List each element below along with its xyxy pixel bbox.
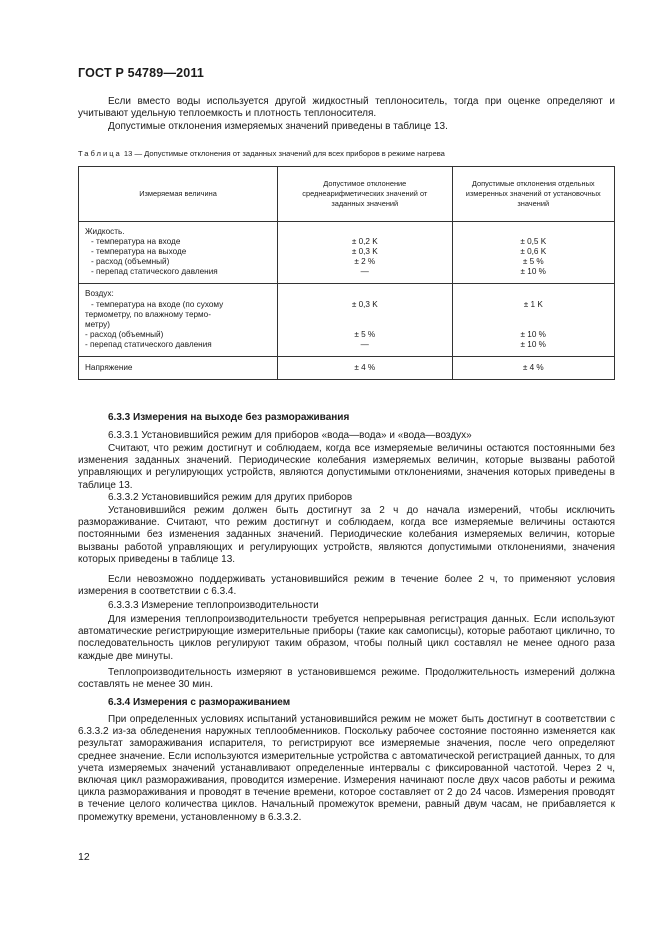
- subsection-6-3-3-2-title: 6.3.3.2 Установившийся режим для других приборов: [108, 492, 353, 503]
- air-title: Воздух:: [85, 289, 114, 299]
- document-id-header: ГОСТ Р 54789—2011: [78, 66, 205, 80]
- air-individual-value: ± 10 %: [520, 329, 546, 339]
- table-row-liquid: [79, 222, 615, 284]
- header-individual-deviation: Допустимые отклонения отдельных измеренных значений от установочных значений: [452, 167, 614, 222]
- table-caption-label: Таблица: [78, 149, 122, 158]
- paragraph-6-3-3-3-duration: Теплопроизводительность измеряют в установившемся режиме. Продолжительность измерений должна составлять не менее 30 мин.: [78, 667, 615, 691]
- intro-paragraph-1: Если вместо воды используется другой жидкостный теплоноситель, тогда при оценке определяют и учитывают удельную теплоемкость и плотность теплоносителя.: [78, 96, 615, 120]
- paragraph-6-3-3-2: Установившийся режим должен быть достигнут за 2 ч до начала измерений, чтобы исключить размораживание. Считают, что режим достигнут и соблюдаем, когда все измеряемые величины остаются постоянными без изменения заданных значений. Периодические колебания измеряемых величин, которые вызваны работой управляющих и регулирующих устройств, являются допустимыми отклонениями, значения которых приведены в таблице 13.: [78, 505, 615, 565]
- air-temp-individual-value: ± 1 K: [523, 299, 543, 309]
- liquid-individual-value: ± 0,5 K: [520, 237, 547, 247]
- page-number: 12: [78, 851, 90, 863]
- liquid-individual-value: ± 5 %: [522, 257, 544, 267]
- air-temp-label-line: - температура на входе (по сухому: [91, 299, 224, 309]
- liquid-mean-value: —: [360, 267, 369, 277]
- liquid-individual-cell: [452, 222, 614, 284]
- subsection-6-3-3-3-title: 6.3.3.3 Измерение теплопроизводительности: [108, 600, 319, 611]
- liquid-label-cell: [79, 222, 278, 284]
- liquid-row-label: - температура на выходе: [91, 247, 187, 257]
- table-caption-text: 13 — Допустимые отклонения от заданных значений для всех приборов в режиме нагрева: [123, 149, 445, 158]
- voltage-individual-value: ± 4 %: [452, 357, 614, 380]
- air-row-label: - перепад статического давления: [85, 339, 212, 349]
- header-measured-quantity: Измеряемая величина: [79, 167, 278, 222]
- subsection-6-3-3-1-title: 6.3.3.1 Установившийся режим для приборов «вода—вода» и «вода—воздух»: [108, 430, 472, 441]
- liquid-title: Жидкость.: [85, 227, 125, 236]
- air-row-label: - расход (объемный): [85, 329, 164, 339]
- section-6-3-3-title: 6.3.3 Измерения на выходе без размораживания: [108, 412, 350, 423]
- intro-paragraph-2: Допустимые отклонения измеряемых значений приведены в таблице 13.: [108, 121, 448, 132]
- paragraph-6-3-4: При определенных условиях испытаний установившийся режим не может быть достигнут в соответствии с 6.3.3.2 из-за обледенения наружных теплообменников. Поскольку рабочее состояние постоянно изменяется как результат замораживания испарителя, то регистрируют все измеряемые значения, после чего определяют среднее значение. Если используются измерительные устройства с автоматической регистрацией данных, то для учета измеряемых значений устанавливают определенные интервалы с фиксированной частотой. Через 2 ч, включая цикл размораживания, проводится измерение. Измерения начинают после двух часов работы и режима цикла размораживания и проводят в течение времени, которое составляет от 2 до 24 часов. Измерения проводят в течение целого количества циклов. Начальный промежуток времени, равный двум часам, не прибавляется к промежутку времени, установленному в 6.3.3.2.: [78, 714, 615, 823]
- table-caption: [78, 149, 618, 159]
- table-row-air: [79, 284, 615, 357]
- section-6-3-4-title: 6.3.4 Измерения с размораживанием: [108, 697, 291, 708]
- air-temp-mean-value: ± 0,3 K: [351, 299, 378, 309]
- voltage-mean-value: ± 4 %: [278, 357, 452, 380]
- table-header-row: [79, 167, 615, 222]
- air-label-cell: [79, 284, 278, 357]
- paragraph-6-3-3-3: Для измерения теплопроизводительности требуется непрерывная регистрация данных. Если используют автоматические регистрирующие измерительные приборы (такие как самописцы), которые работают циклично, то последовательность циклов регулируют таким образом, чтобы полный цикл составлял не менее одного раза каждые две минуты.: [78, 614, 615, 662]
- voltage-label: Напряжение: [79, 357, 278, 380]
- air-individual-cell: [452, 284, 614, 357]
- paragraph-6-3-3-2-continued: Если невозможно поддерживать установившийся режим в течение более 2 ч, то применяют условия измерения в соответствии с 6.3.4.: [78, 574, 615, 598]
- liquid-row-label: - перепад статического давления: [91, 267, 218, 277]
- liquid-row-label: - температура на входе: [91, 237, 181, 247]
- liquid-mean-value: ± 0,2 K: [351, 237, 378, 247]
- air-mean-value: —: [360, 339, 369, 349]
- liquid-individual-value: ± 10 %: [520, 267, 546, 277]
- deviations-table: [78, 166, 615, 380]
- air-individual-value: ± 10 %: [520, 339, 546, 349]
- paragraph-6-3-3-1: Считают, что режим достигнут и соблюдаем, когда все измеряемые величины остаются постоянными без изменения заданных значений. Периодические колебания измеряемых величин, которые вызваны работой управляющих и регулирующих устройств, являются допустимыми отклонениями, значения которых приведены в таблице 13.: [78, 443, 615, 491]
- air-temp-label-line: термометру, по влажному термо-: [85, 309, 211, 319]
- air-mean-value: ± 5 %: [354, 329, 376, 339]
- liquid-mean-value: ± 0,3 K: [351, 247, 378, 257]
- header-mean-deviation: Допустимое отклонение среднеарифметических значений от заданных значений: [278, 167, 452, 222]
- liquid-mean-value: ± 2 %: [354, 257, 376, 267]
- air-temp-label-line: метру): [85, 319, 110, 329]
- liquid-individual-value: ± 0,6 K: [520, 247, 547, 257]
- liquid-row-label: - расход (объемный): [91, 257, 170, 267]
- air-mean-cell: [278, 284, 452, 357]
- liquid-mean-cell: [278, 222, 452, 284]
- table-row-voltage: [79, 357, 615, 380]
